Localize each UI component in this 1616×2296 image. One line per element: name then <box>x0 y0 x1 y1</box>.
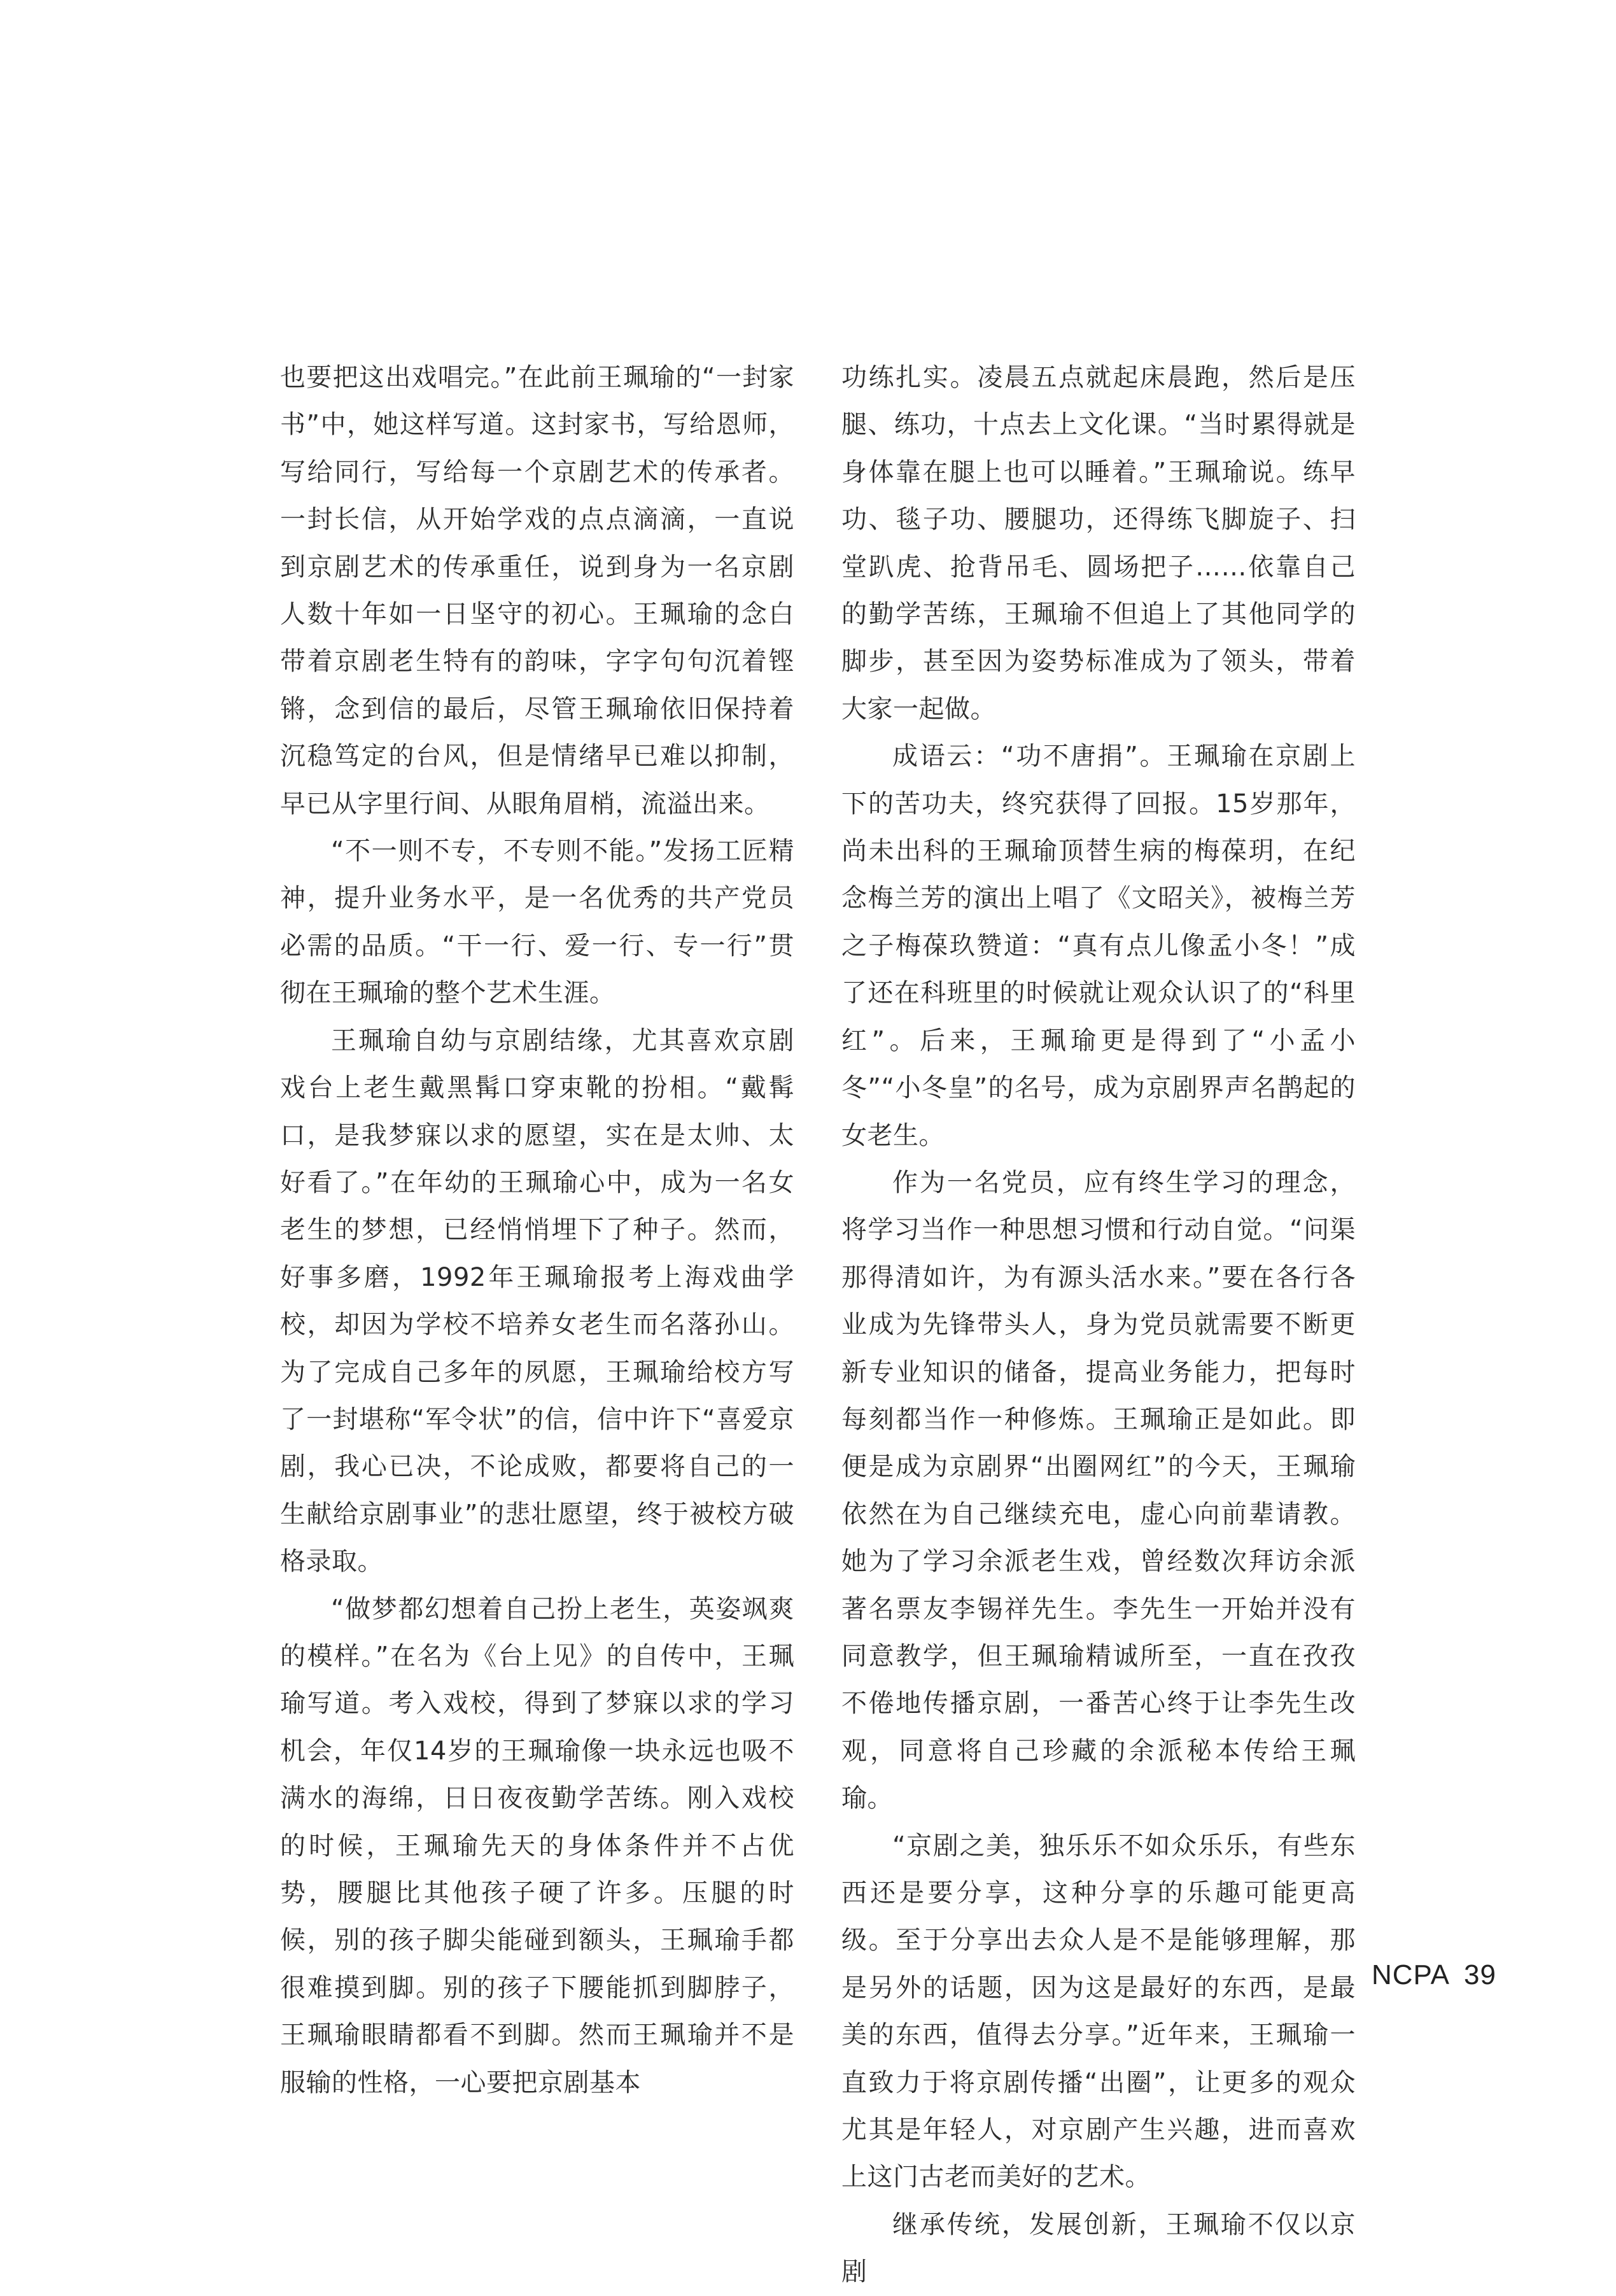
page-footer <box>1372 1959 1496 1991</box>
article-column-right <box>841 354 1356 2296</box>
paragraph: 王珮瑜自幼与京剧结缘，尤其喜欢京剧戏台上老生戴黑髯口穿束靴的扮相。“戴髯口，是我梦寐以求的愿望，实在是太帅、太好看了。”在年幼的王珮瑜心中，成为一名女老生的梦想，已经悄悄埋下了种子。然而，好事多磨，1992年王珮瑜报考上海戏曲学校，却因为学校不培养女老生而名落孙山。为了完成自己多年的夙愿，王珮瑜给校方写了一封堪称“军令状”的信，信中许下“喜爱京剧，我心已决，不论成败，都要将自己的一生献给京剧事业”的悲壮愿望，终于被校方破格录取。 <box>280 1025 794 1577</box>
paragraph: “京剧之美，独乐乐不如众乐乐，有些东西还是要分享，这种分享的乐趣可能更高级。至于分享出去众人是不是能够理解，那是另外的话题，因为这是最好的东西，是最美的东西，值得去分享。”近年来，王珮瑜一直致力于将京剧传播“出圈”，让更多的观众尤其是年轻人，对京剧产生兴趣，进而喜欢上这门古老而美好的艺术。 <box>841 1831 1356 2192</box>
paragraph: 功练扎实。凌晨五点就起床晨跑，然后是压腿、练功，十点去上文化课。“当时累得就是身体靠在腿上也可以睡着。”王珮瑜说。练早功、毯子功、腰腿功，还得练飞脚旋子、扫堂趴虎、抢背吊毛、圆场把子……依靠自己的勤学苦练，王珮瑜不但追上了其他同学的脚步，甚至因为姿势标准成为了领头，带着大家一起做。 <box>841 363 1356 724</box>
paragraph: 也要把这出戏唱完。”在此前王珮瑜的“一封家书”中，她这样写道。这封家书，写给恩师，写给同行，写给每一个京剧艺术的传承者。一封长信，从开始学戏的点点滴滴，一直说到京剧艺术的传承重任，说到身为一名京剧人数十年如一日坚守的初心。王珮瑜的念白带着京剧老生特有的韵味，字字句句沉着铿锵，念到信的最后，尽管王珮瑜依旧保持着沉稳笃定的台风，但是情绪早已难以抑制，早已从字里行间、从眼角眉梢，流溢出来。 <box>280 363 794 819</box>
paragraph: “不一则不专，不专则不能。”发扬工匠精神，提升业务水平，是一名优秀的共产党员必需的品质。“干一行、爱一行、专一行”贯彻在王珮瑜的整个艺术生涯。 <box>280 836 794 1008</box>
page-number: 39 <box>1463 1959 1496 1990</box>
paragraph: 作为一名党员，应有终生学习的理念，将学习当作一种思想习惯和行动自觉。“问渠那得清如许，为有源头活水来。”要在各行各业成为先锋带头人，身为党员就需要不断更新专业知识的储备，提高业务能力，把每时每刻都当作一种修炼。王珮瑜正是如此。即便是成为京剧界“出圈网红”的今天，王珮瑜依然在为自己继续充电，虚心向前辈请教。她为了学习余派老生戏，曾经数次拜访余派著名票友李锡祥先生。李先生一开始并没有同意教学，但王珮瑜精诚所至，一直在孜孜不倦地传播京剧，一番苦心终于让李先生改观，同意将自己珍藏的余派秘本传给王珮瑜。 <box>841 1167 1356 1814</box>
paragraph: “做梦都幻想着自己扮上老生，英姿飒爽的模样。”在名为《台上见》的自传中，王珮瑜写道。考入戏校，得到了梦寐以求的学习机会，年仅14岁的王珮瑜像一块永远也吸不满水的海绵，日日夜夜勤学苦练。刚入戏校的时候，王珮瑜先天的身体条件并不占优势，腰腿比其他孩子硬了许多。压腿的时候，别的孩子脚尖能碰到额头，王珮瑜手都很难摸到脚。别的孩子下腰能抓到脚脖子，王珮瑜眼睛都看不到脚。然而王珮瑜并不是服输的性格，一心要把京剧基本 <box>280 1594 794 2097</box>
paragraph: 成语云：“功不唐捐”。王珮瑜在京剧上下的苦功夫，终究获得了回报。15岁那年，尚未出科的王珮瑜顶替生病的梅葆玥，在纪念梅兰芳的演出上唱了《文昭关》，被梅兰芳之子梅葆玖赞道：“真有点儿像孟小冬！”成了还在科班里的时候就让观众认识了的“科里红”。后来，王珮瑜更是得到了“小孟小冬”“小冬皇”的名号，成为京剧界声名鹊起的女老生。 <box>841 742 1356 1150</box>
article-column-left <box>280 354 794 2106</box>
publication-name: NCPA <box>1372 1959 1450 1990</box>
paragraph: 继承传统，发展创新，王珮瑜不仅以京剧 <box>841 2209 1356 2287</box>
